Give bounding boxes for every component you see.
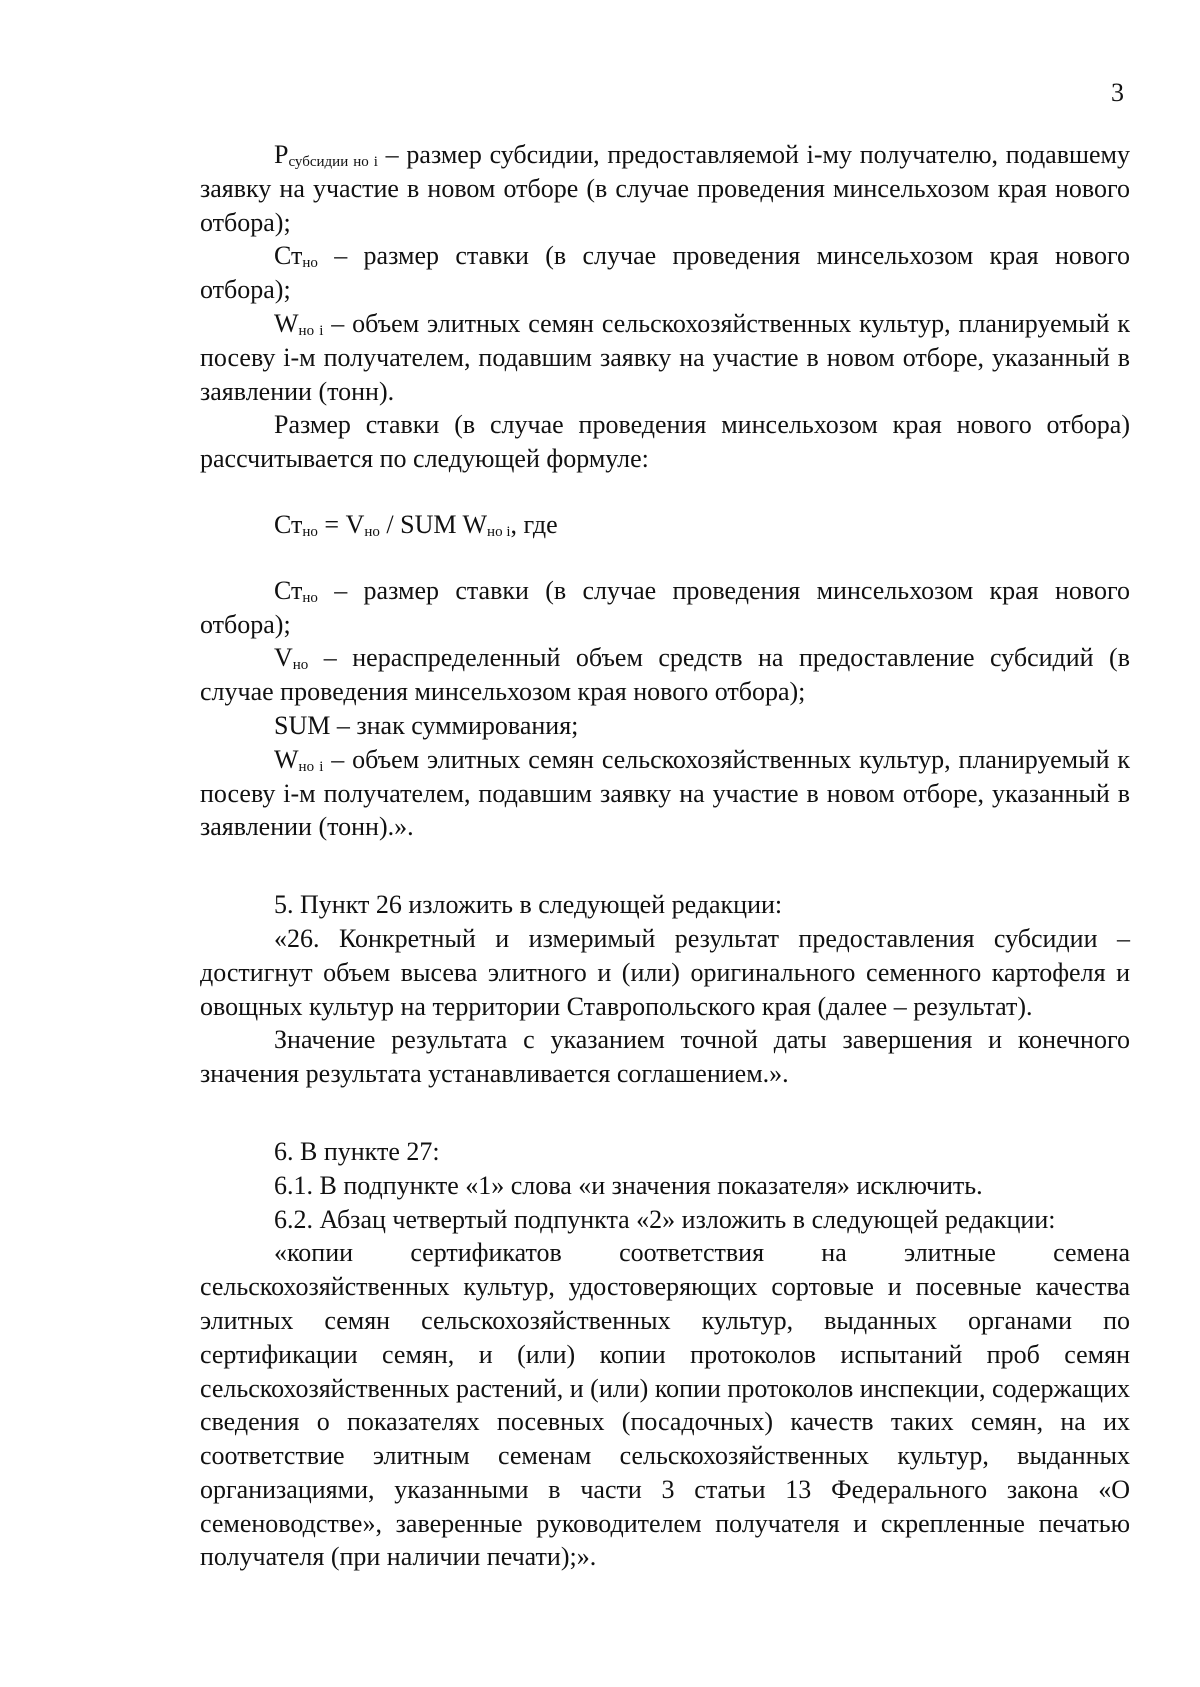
formula-def-sum: SUM – знак суммирования; — [274, 710, 579, 740]
definition-st-no: $Ст_{но}$ – размер ставки (в случае проведения минсельхозом края нового отбора); — [200, 241, 1130, 305]
section-6-heading: 6. В пункте 27: — [274, 1136, 440, 1166]
formula-intro: Размер ставки (в случае проведения минсельхозом края нового отбора) рассчитывается по следующей формуле: — [200, 410, 1130, 474]
section-5-paragraph-2: Значение результата с указанием точной даты завершения и конечного значения результата устанавливается соглашением.». — [200, 1025, 1130, 1089]
section-6-quote: «копии сертификатов соответствия на элитные семена сельскохозяйственных культур, удостоверяющих сортовые и посевные качества элитных семян сельскохозяйственных культур, выданных органами по сертификации семян, и (или) копии протоколов испытаний проб семян сельскохозяйственных растений, и (или) копии протоколов инспекции, содержащих сведения о показателях посевных (посадочных) качеств таких семян, на их соответствие элитным семенам сельскохозяйственных культур, выданных организациями, указанными в части 3 статьи 13 Федерального закона «О семеноводстве», заверенные руководителем получателя и скрепленные печатью получателя (при наличии печати);». — [200, 1238, 1130, 1572]
formula: $Ст_{но} = V_{но}$ / SUM $W_{но i}$, где — [274, 509, 558, 540]
formula-def-w-no-i: $W_{но i}$ – объем элитных семян сельскохозяйственных культур, планируемый к посеву i-м получателем, подавшим заявку на участие в новом отборе, указанный в заявлении (тонн).». — [200, 744, 1130, 842]
section-5-heading: 5. Пункт 26 изложить в следующей редакции: — [274, 890, 783, 920]
definition-w-no-i: $W_{но i}$ – объем элитных семян сельскохозяйственных культур, планируемый к посеву i-м получателем, подавшим заявку на участие в новом отборе, указанный в заявлении (тонн). — [200, 308, 1130, 406]
section-6-item-1: 6.1. В подпункте «1» слова «и значения показателя» исключить. — [274, 1170, 983, 1200]
formula-def-v-no: $V_{но}$ – нераспределенный объем средств на предоставление субсидий (в случае проведения минсельхозом края нового отбора); — [200, 643, 1130, 707]
formula-def-st-no: $Ст_{но}$ – размер ставки (в случае проведения минсельхозом края нового отбора); — [200, 575, 1130, 639]
document-body — [200, 138, 1130, 1574]
page-number: 3 — [1111, 78, 1124, 107]
section-6-item-2: 6.2. Абзац четвертый подпункта «2» изложить в следующей редакции: — [274, 1204, 1056, 1234]
section-5-paragraph-1: «26. Конкретный и измеримый результат предоставления субсидии – достигнут объем высева элитного и (или) оригинального семенного картофеля и овощных культур на территории Ставропольского края (далее – результат). — [200, 923, 1130, 1021]
definition-p-subsidy: $P_{субсидии но i}$ – размер субсидии, предоставляемой i-му получателю, подавшему заявку на участие в новом отборе (в случае проведения минсельхозом края нового отбора); — [200, 140, 1130, 237]
